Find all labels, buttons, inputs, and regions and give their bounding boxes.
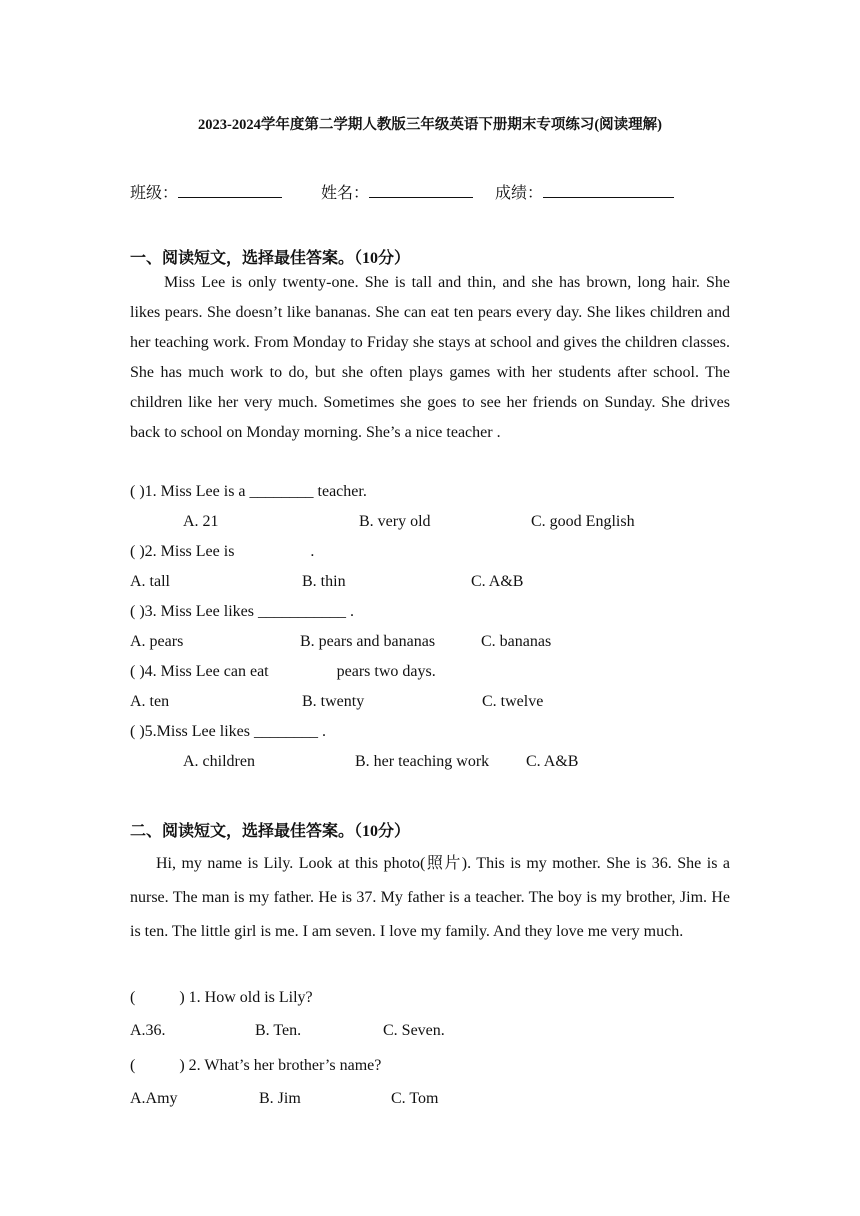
question-text: 2. Miss Lee is . — [144, 543, 315, 560]
s2-q1-option-a: A.36. — [130, 1022, 166, 1039]
s1-q1-option-a: A. 21 — [183, 513, 219, 530]
s1-question-3 — [130, 601, 354, 623]
s1-question-5 — [130, 721, 326, 743]
answer-bracket[interactable]: ( ) — [130, 603, 145, 620]
s2-q2-option-a: A.Amy — [130, 1090, 178, 1107]
s1-question-1 — [130, 481, 367, 503]
s1-q2-option-c: C. A&B — [471, 573, 524, 590]
s2-q2-option-b: B. Jim — [259, 1090, 301, 1107]
score-field[interactable] — [495, 180, 674, 203]
s1-q3-option-c: C. bananas — [481, 633, 552, 650]
s2-question-2 — [130, 1055, 381, 1077]
question-text: 1. How old is Lily? — [184, 989, 313, 1006]
s1-q1-option-b: B. very old — [359, 513, 431, 530]
s1-q5-option-b: B. her teaching work — [355, 753, 490, 770]
answer-bracket[interactable]: ( ) — [130, 483, 145, 500]
question-text: 3. Miss Lee likes ___________ . — [144, 603, 354, 620]
s1-q5-option-c: C. A&B — [526, 753, 579, 770]
s1-q3-option-b: B. pears and bananas — [300, 633, 436, 650]
s2-q2-option-c: C. Tom — [391, 1090, 439, 1107]
score-blank[interactable] — [543, 181, 674, 198]
score-label: 成绩： — [495, 185, 544, 202]
s1-q3-option-a: A. pears — [130, 633, 184, 650]
class-blank[interactable] — [178, 181, 282, 198]
s2-question-1 — [130, 987, 313, 1009]
section1-passage-text: Miss Lee is only twenty-one. She is tall and thin, and she has brown, long hair. She likes pears. She doesn’t like bananas. She can eat ten pears every day. She likes children and her teaching work. From Monday to Friday she stays at school and gives the children classes. She has much work to do, but she often plays games with her students after school. The children like her very much. Sometimes she goes to see her friends on Sunday. She drives back to school on Monday morning. She’s a nice teacher . — [130, 274, 730, 441]
s1-q2-option-a: A. tall — [130, 573, 170, 590]
answer-bracket[interactable]: ( ) — [130, 663, 145, 680]
name-label: 姓名： — [321, 185, 370, 202]
section1-passage — [130, 268, 730, 448]
question-text: 2. What’s her brother’s name? — [184, 1057, 382, 1074]
section1-heading: 一、阅读短文，选择最佳答案。（10分） — [130, 250, 411, 267]
s1-q4-option-b: B. twenty — [302, 693, 365, 710]
s1-question-4 — [130, 661, 436, 683]
class-field[interactable] — [130, 180, 282, 203]
section2-heading: 二、阅读短文，选择最佳答案。（10分） — [130, 823, 411, 840]
section2-passage — [130, 847, 730, 949]
name-blank[interactable] — [369, 181, 473, 198]
s1-q5-option-a: A. children — [183, 753, 255, 770]
question-text: 1. Miss Lee is a ________ teacher. — [144, 483, 367, 500]
s1-question-2 — [130, 541, 314, 563]
s2-q1-option-b: B. Ten. — [255, 1022, 302, 1039]
answer-bracket[interactable]: ( ) — [130, 1057, 185, 1074]
page-title: 2023-2024学年度第二学期人教版三年级英语下册期末专项练习(阅读理解) — [198, 117, 662, 133]
class-label: 班级： — [130, 185, 179, 202]
name-field[interactable] — [321, 180, 473, 203]
s1-q1-option-c: C. good English — [531, 513, 635, 530]
s2-q1-option-c: C. Seven. — [383, 1022, 445, 1039]
section2-passage-text: Hi, my name is Lily. Look at this photo(照片). This is my mother. She is 36. She is a nurse. The man is my father. He is 37. My father is a teacher. The boy is my brother, Jim. He is ten. The little girl is me. I am seven. I love my family. And they love me very much. — [130, 855, 730, 940]
question-text: 4. Miss Lee can eat pears two days. — [144, 663, 436, 680]
answer-bracket[interactable]: ( ) — [130, 723, 145, 740]
s1-q4-option-a: A. ten — [130, 693, 170, 710]
s1-q2-option-b: B. thin — [302, 573, 346, 590]
question-text: 5.Miss Lee likes ________ . — [144, 723, 326, 740]
answer-bracket[interactable]: ( ) — [130, 989, 185, 1006]
answer-bracket[interactable]: ( ) — [130, 543, 145, 560]
s1-q4-option-c: C. twelve — [482, 693, 544, 710]
